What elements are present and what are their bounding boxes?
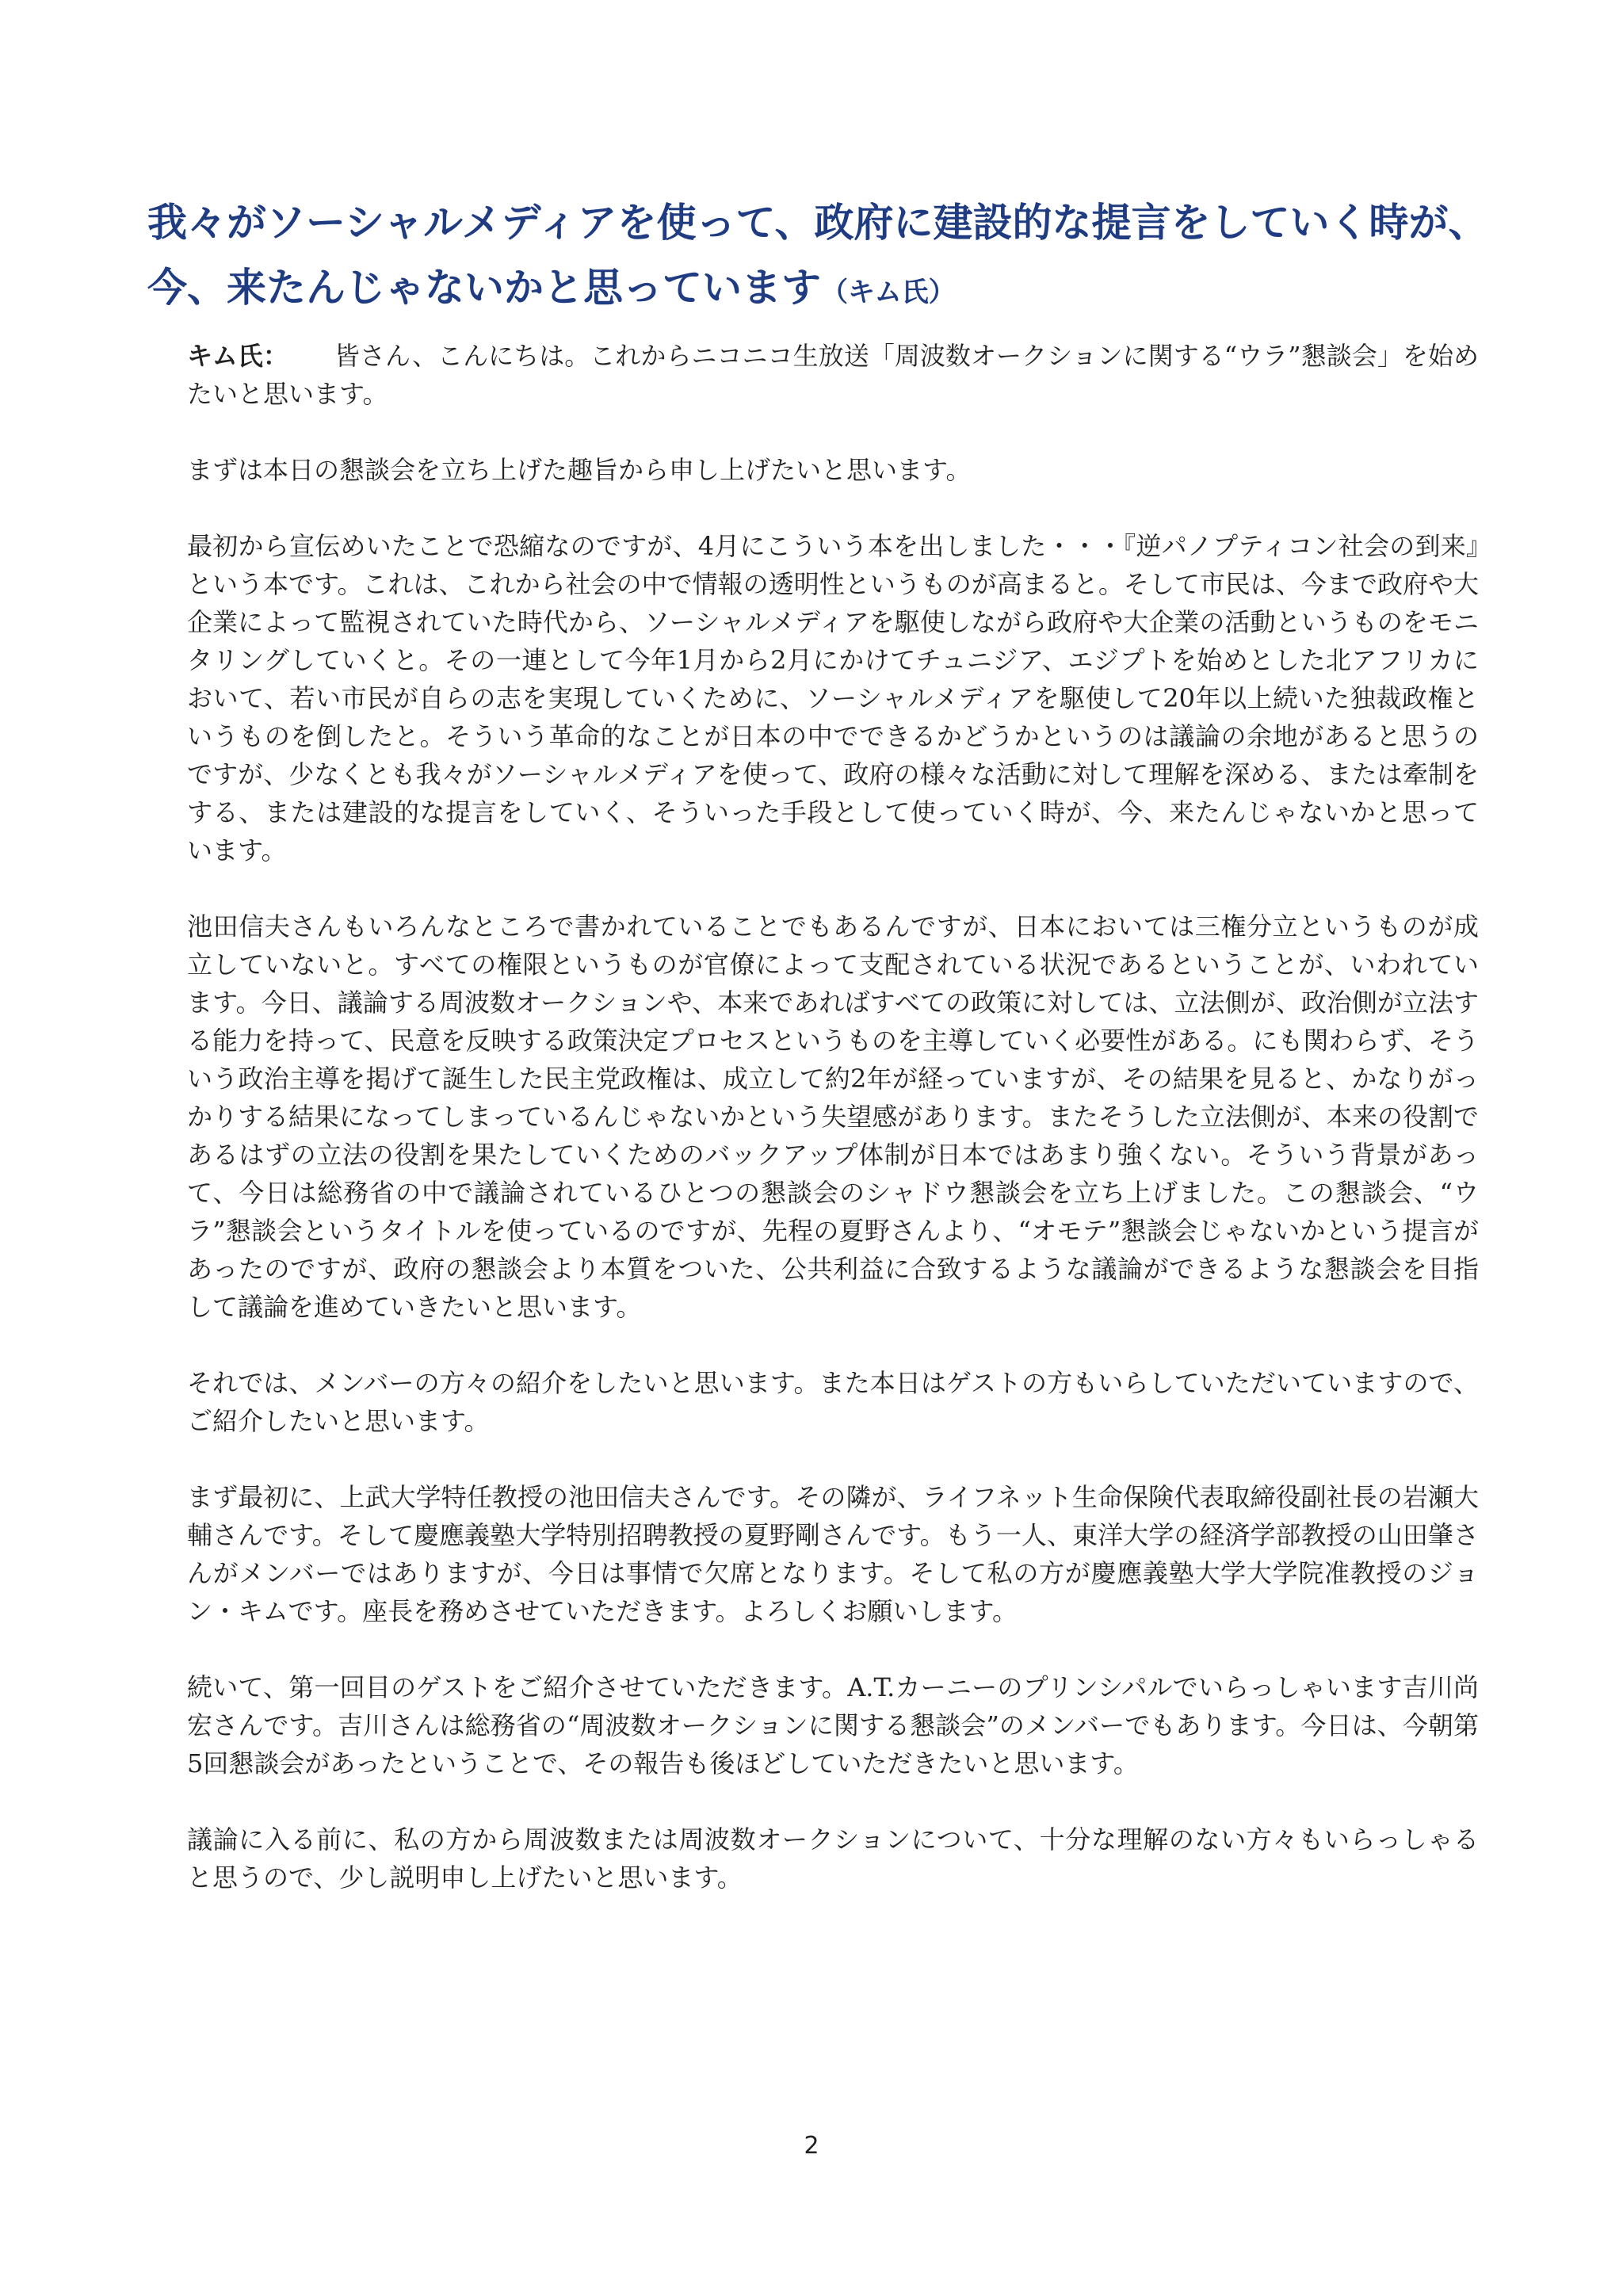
paragraph-4 — [187, 907, 1479, 1326]
paragraph-3 — [187, 527, 1479, 869]
paragraph-text: 池田信夫さんもいろんなところで書かれていることでもあるんですが、日本においては三権分立というものが成立していないと。すべての権限というものが官僚によって支配されている状況であるということが、いわれています。今日、議論する周波数オークションや、本来であればすべての政策に対しては、立法側が、政治側が立法する能力を持って、民意を反映する政策決定プロセスというものを主導していく必要性がある。にも関わらず、そういう政治主導を掲げて誕生した民主党政権は、成立して約2年が経っていますが、その結果を見ると、かなりがっかりする結果になってしまっているんじゃないかという失望感があります。またそうした立法側が、本来の役割であるはずの立法の役割を果たしていくためのバックアップ体制が日本ではあまり強くない。そういう背景があって、今日は総務省の中で議論されているひとつの懇談会のシャドウ懇談会を立ち上げました。この懇談会、“ウラ”懇談会というタイトルを使っているのですが、先程の夏野さんより、“オモテ”懇談会じゃないかという提言があったのですが、政府の懇談会より本質をついた、公共利益に合致するような議論ができるような懇談会を目指して議論を進めていきたいと思います。 — [187, 911, 1479, 1322]
page-number: 2 — [804, 2132, 819, 2160]
paragraph-2 — [187, 451, 1479, 489]
paragraph-7 — [187, 1668, 1479, 1782]
transcript-body — [187, 337, 1479, 1935]
section-heading — [147, 190, 1510, 325]
paragraph-text: まずは本日の懇談会を立ち上げた趣旨から申し上げたいと思います。 — [187, 455, 972, 485]
paragraph-text: 続いて、第一回目のゲストをご紹介させていただきます。A.T.カーニーのプリンシパルでいらっしゃいます吉川尚宏さんです。吉川さんは総務省の“周波数オークションに関する懇談会”のメンバーでもあります。今日は、今朝第5回懇談会があったということで、その報告も後ほどしていただきたいと思います。 — [187, 1672, 1479, 1778]
speaker-label: キム氏： — [187, 341, 288, 371]
paragraph-text: 議論に入る前に、私の方から周波数または周波数オークションについて、十分な理解のない方々もいらっしゃると思うので、少し説明申し上げたいと思います。 — [187, 1824, 1479, 1893]
paragraph-8 — [187, 1820, 1479, 1897]
paragraph-6 — [187, 1478, 1479, 1630]
paragraph-5 — [187, 1364, 1479, 1440]
paragraph-text: 最初から宣伝めいたことで恐縮なのですが、4月にこういう本を出しました・・・『逆パノプティコン社会の到来』という本です。これは、これから社会の中で情報の透明性というものが高まると。そして市民は、今まで政府や大企業によって監視されていた時代から、ソーシャルメディアを駆使しながら政府や大企業の活動というものをモニタリングしていくと。その一連として今年1月から2月にかけてチュニジア、エジプトを始めとした北アフリカにおいて、若い市民が自らの志を実現していくために、ソーシャルメディアを駆使して20年以上続いた独裁政権というものを倒したと。そういう革命的なことが日本の中でできるかどうかというのは議論の余地があると思うのですが、少なくとも我々がソーシャルメディアを使って、政府の様々な活動に対して理解を深める、または牽制をする、または建設的な提言をしていく、そういった手段として使っていく時が、今、来たんじゃないかと思っています。 — [187, 531, 1479, 865]
paragraph-text: 皆さん、こんにちは。これからニコニコ生放送「周波数オークションに関する“ウラ”懇談会」を始めたいと思います。 — [187, 341, 1479, 409]
heading-main-text: 我々がソーシャルメディアを使って、政府に建設的な提言をしていく時が、今、来たんじゃないかと思っています — [147, 200, 1488, 311]
heading-speaker-tag: （キム氏） — [821, 277, 956, 308]
paragraph-text: まず最初に、上武大学特任教授の池田信夫さんです。その隣が、ライフネット生命保険代表取締役副社長の岩瀬大輔さんです。そして慶應義塾大学特別招聘教授の夏野剛さんです。もう一人、東洋大学の経済学部教授の山田肇さんがメンバーではありますが、今日は事情で欠席となります。そして私の方が慶應義塾大学大学院准教授のジョン・キムです。座長を務めさせていただきます。よろしくお願いします。 — [187, 1482, 1479, 1626]
paragraph-1 — [187, 337, 1479, 413]
paragraph-text: それでは、メンバーの方々の紹介をしたいと思います。また本日はゲストの方もいらしていただいていますので、ご紹介したいと思います。 — [187, 1368, 1479, 1436]
